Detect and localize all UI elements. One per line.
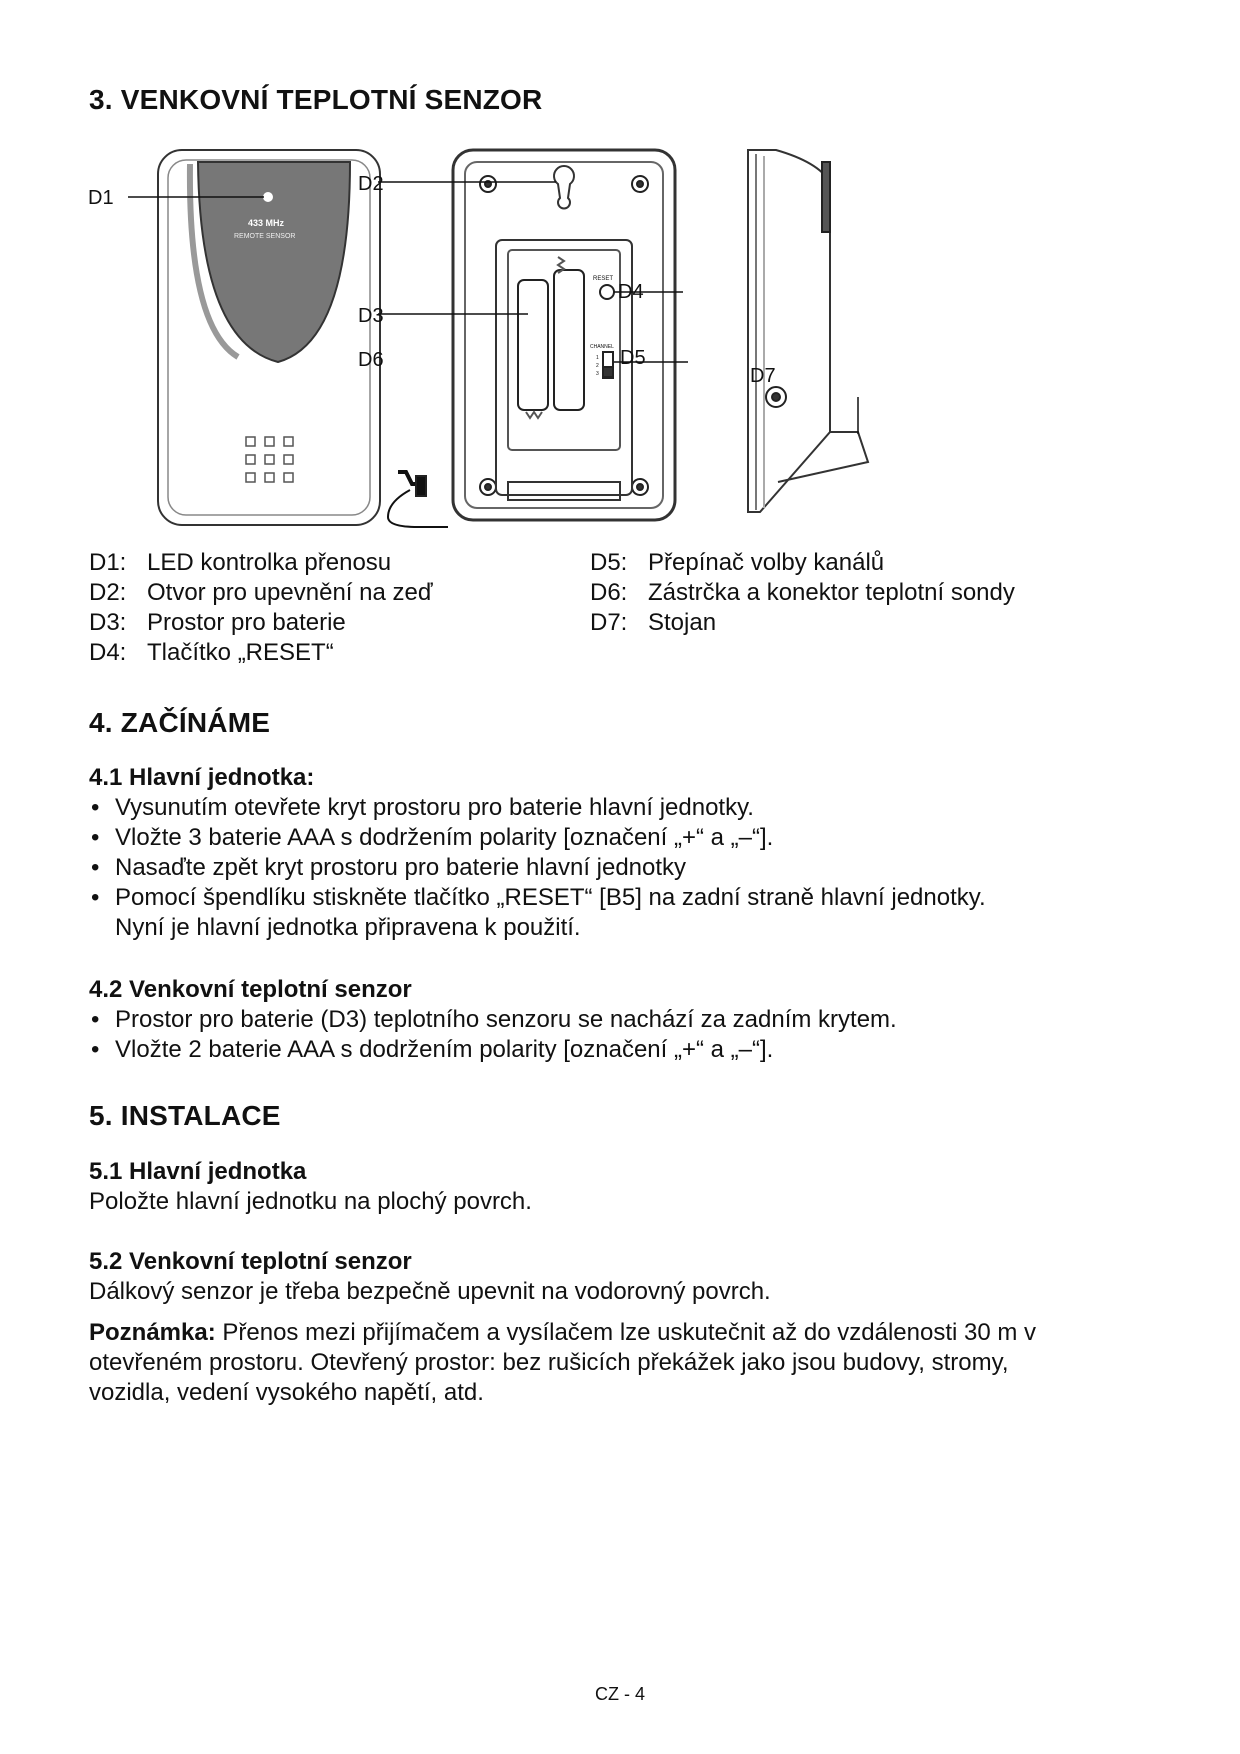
remote-sensor-label: REMOTE SENSOR bbox=[234, 233, 296, 240]
list-item: • Vložte 3 baterie AAA s dodržením polarity [označení „+“ a „–“]. bbox=[89, 823, 1169, 853]
bullet-list bbox=[89, 793, 1169, 943]
list-item: • Vložte 2 baterie AAA s dodržením polarity [označení „+“ a „–“]. bbox=[89, 1035, 1169, 1065]
legend-right bbox=[590, 548, 1015, 638]
legend-row: D2: Otvor pro upevnění na zeď bbox=[89, 579, 433, 606]
channel-mark: CHANNEL bbox=[590, 344, 614, 350]
freq-label: 433 MHz bbox=[248, 218, 285, 228]
subsection-4-2 bbox=[89, 975, 1169, 1065]
subsection-5-1 bbox=[89, 1157, 1169, 1217]
reset-mark: RESET bbox=[593, 276, 614, 282]
svg-text:2: 2 bbox=[596, 363, 599, 369]
subsection-title: 5.2 Venkovní teplotní senzor bbox=[89, 1248, 412, 1275]
callout-d6: D6 bbox=[358, 349, 384, 371]
callout-d3: D3 bbox=[358, 305, 384, 327]
legend-row: D5: Přepínač volby kanálů bbox=[590, 549, 885, 576]
note-label: Poznámka: bbox=[89, 1319, 216, 1346]
legend-row: D6: Zástrčka a konektor teplotní sondy bbox=[590, 579, 1015, 606]
legend-row: D1: LED kontrolka přenosu bbox=[89, 549, 392, 576]
legend-left bbox=[89, 548, 433, 668]
subsection-title: 5.1 Hlavní jednotka bbox=[89, 1158, 307, 1185]
callout-d5: D5 bbox=[620, 347, 646, 369]
paragraph: Položte hlavní jednotku na plochý povrch. bbox=[89, 1188, 532, 1215]
bullet-list bbox=[89, 1005, 1169, 1065]
subsection-4-1 bbox=[89, 763, 1169, 943]
callout-d4: D4 bbox=[618, 281, 644, 303]
callout-d2: D2 bbox=[358, 173, 384, 195]
subsection-title: 4.1 Hlavní jednotka: bbox=[89, 764, 315, 791]
sensor-back-view bbox=[378, 150, 688, 527]
list-item: • Vysunutím otevřete kryt prostoru pro baterie hlavní jednotky. bbox=[89, 793, 1169, 823]
sensor-side-view bbox=[748, 150, 868, 512]
note-text: Přenos mezi přijímačem a vysílačem lze uskutečnit až do vzdálenosti 30 m v otevřeném prostoru. Otevřený prostor: bez rušicích překážek jako jsou budovy, stromy, vozidla, vedení vysokého napětí, atd. bbox=[89, 1319, 1037, 1406]
paragraph: Dálkový senzor je třeba bezpečně upevnit na vodorovný povrch. bbox=[89, 1278, 771, 1305]
legend-row: D3: Prostor pro baterie bbox=[89, 609, 346, 636]
callout-d1: D1 bbox=[88, 187, 114, 209]
page-number: CZ - 4 bbox=[594, 1684, 645, 1704]
subsection-5-2 bbox=[89, 1247, 1169, 1307]
section-4-heading: 4. ZAČÍNÁME bbox=[89, 707, 271, 738]
svg-text:1: 1 bbox=[596, 355, 599, 361]
note-paragraph bbox=[89, 1318, 1089, 1408]
list-item: • Nasaďte zpět kryt prostoru pro baterie hlavní jednotky bbox=[89, 853, 1169, 883]
section-5-heading: 5. INSTALACE bbox=[89, 1100, 281, 1131]
list-item: • Pomocí špendlíku stiskněte tlačítko „RESET“ [B5] na zadní straně hlavní jednotky. Nyní je hlavní jednotka připravena k použití. bbox=[89, 883, 1169, 943]
sensor-diagram bbox=[88, 142, 1108, 532]
sensor-front-view bbox=[128, 150, 380, 525]
list-item: • Prostor pro baterie (D3) teplotního senzoru se nachází za zadním krytem. bbox=[89, 1005, 1169, 1035]
section-3-heading: 3. VENKOVNÍ TEPLOTNÍ SENZOR bbox=[89, 84, 543, 115]
callout-d7: D7 bbox=[750, 365, 776, 387]
svg-text:3: 3 bbox=[596, 371, 599, 377]
subsection-title: 4.2 Venkovní teplotní senzor bbox=[89, 976, 412, 1003]
legend-row: D4: Tlačítko „RESET“ bbox=[89, 639, 334, 666]
legend-row: D7: Stojan bbox=[590, 609, 717, 636]
